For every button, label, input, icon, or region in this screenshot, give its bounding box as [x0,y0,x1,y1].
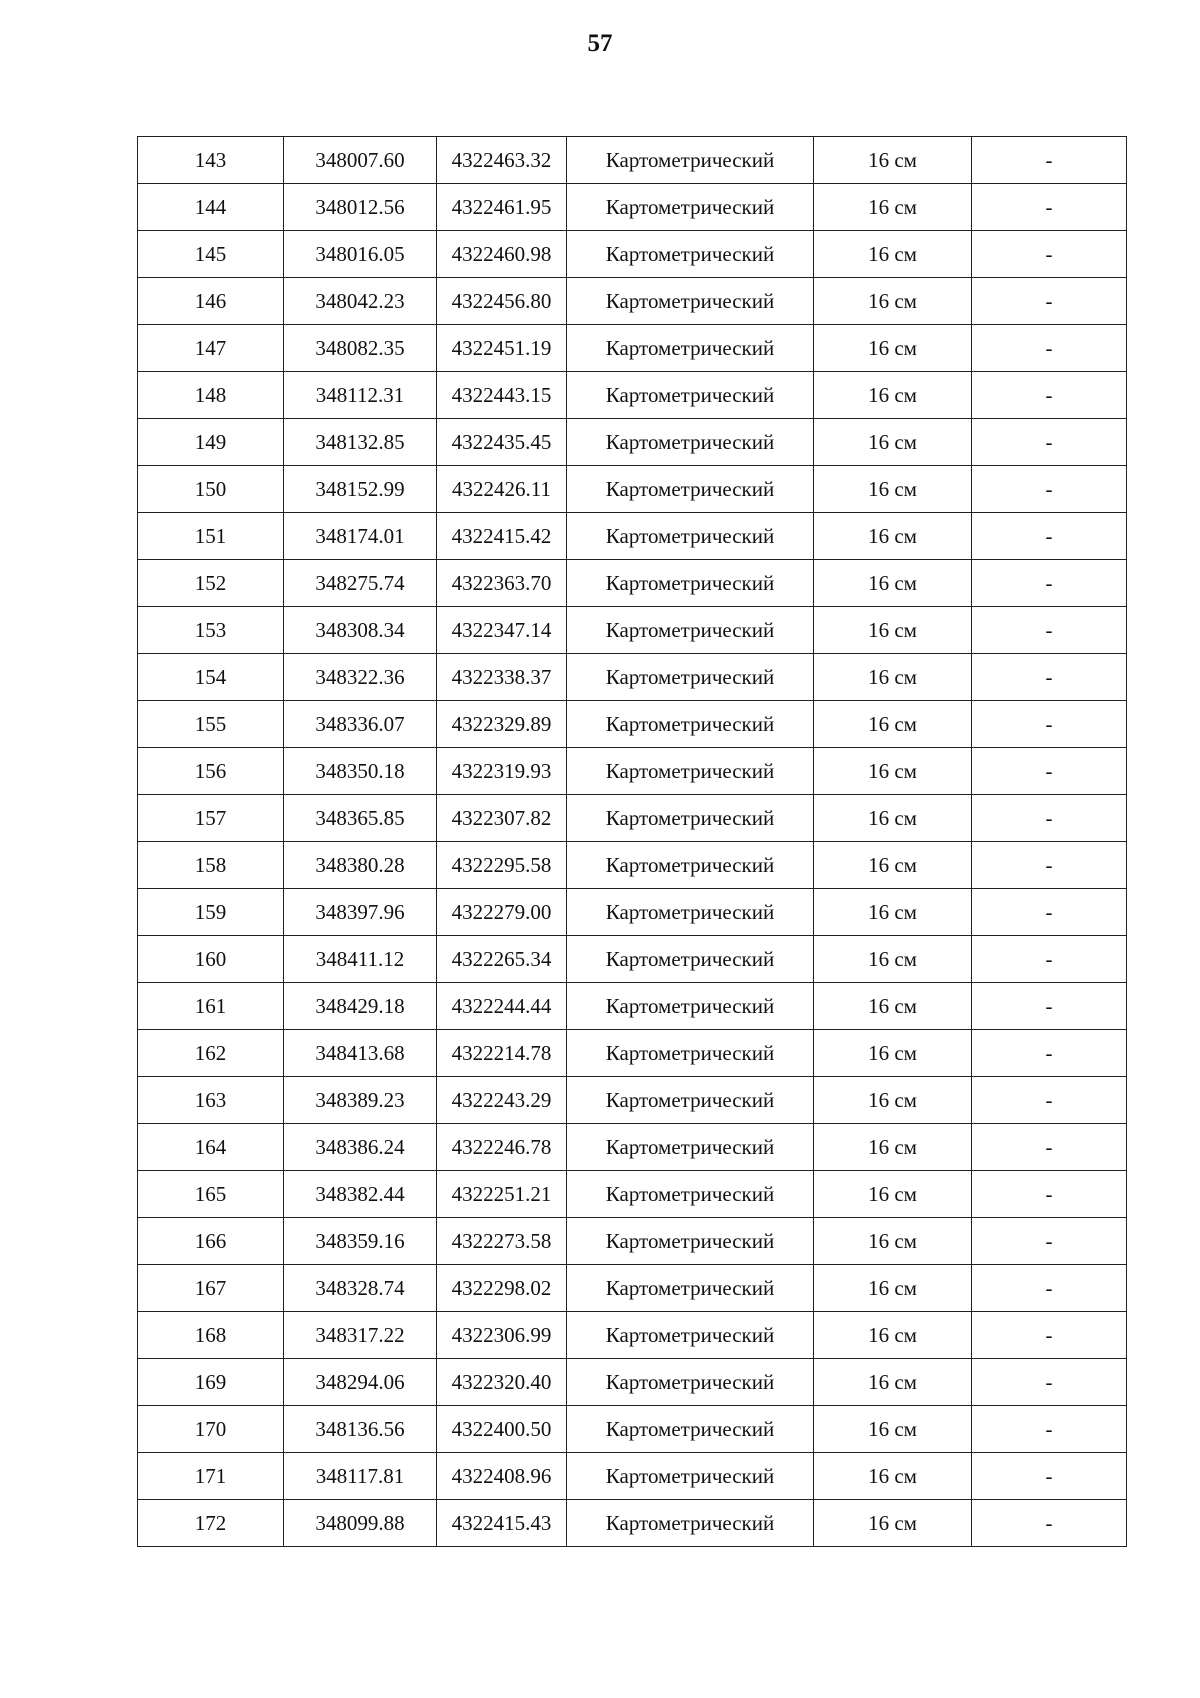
method-cell: Картометрический [567,419,814,466]
method-cell: Картометрический [567,1359,814,1406]
y-coordinate-cell: 4322306.99 [437,1312,567,1359]
method-cell: Картометрический [567,1312,814,1359]
accuracy-cell: 16 см [814,1312,972,1359]
y-coordinate-cell: 4322463.32 [437,137,567,184]
method-cell: Картометрический [567,1124,814,1171]
table-row [138,748,1127,795]
accuracy-cell: 16 см [814,983,972,1030]
x-coordinate-cell: 348350.18 [284,748,437,795]
point-number-cell: 164 [138,1124,284,1171]
point-number-cell: 147 [138,325,284,372]
y-coordinate-cell: 4322338.37 [437,654,567,701]
note-cell: - [972,1030,1127,1077]
note-cell: - [972,1312,1127,1359]
method-cell: Картометрический [567,560,814,607]
point-number-cell: 151 [138,513,284,560]
method-cell: Картометрический [567,513,814,560]
accuracy-cell: 16 см [814,1030,972,1077]
note-cell: - [972,325,1127,372]
x-coordinate-cell: 348413.68 [284,1030,437,1077]
accuracy-cell: 16 см [814,748,972,795]
method-cell: Картометрический [567,654,814,701]
accuracy-cell: 16 см [814,137,972,184]
method-cell: Картометрический [567,325,814,372]
table-row [138,419,1127,466]
table-row [138,560,1127,607]
y-coordinate-cell: 4322273.58 [437,1218,567,1265]
accuracy-cell: 16 см [814,936,972,983]
note-cell: - [972,983,1127,1030]
y-coordinate-cell: 4322435.45 [437,419,567,466]
point-number-cell: 153 [138,607,284,654]
point-number-cell: 167 [138,1265,284,1312]
accuracy-cell: 16 см [814,1218,972,1265]
method-cell: Картометрический [567,1453,814,1500]
accuracy-cell: 16 см [814,1453,972,1500]
point-number-cell: 169 [138,1359,284,1406]
y-coordinate-cell: 4322461.95 [437,184,567,231]
accuracy-cell: 16 см [814,231,972,278]
accuracy-cell: 16 см [814,1171,972,1218]
y-coordinate-cell: 4322279.00 [437,889,567,936]
point-number-cell: 154 [138,654,284,701]
x-coordinate-cell: 348429.18 [284,983,437,1030]
table-row [138,842,1127,889]
point-number-cell: 159 [138,889,284,936]
note-cell: - [972,419,1127,466]
x-coordinate-cell: 348294.06 [284,1359,437,1406]
x-coordinate-cell: 348132.85 [284,419,437,466]
accuracy-cell: 16 см [814,1359,972,1406]
point-number-cell: 171 [138,1453,284,1500]
y-coordinate-cell: 4322243.29 [437,1077,567,1124]
accuracy-cell: 16 см [814,1124,972,1171]
note-cell: - [972,654,1127,701]
accuracy-cell: 16 см [814,560,972,607]
table-row [138,1359,1127,1406]
x-coordinate-cell: 348117.81 [284,1453,437,1500]
point-number-cell: 172 [138,1500,284,1547]
point-number-cell: 152 [138,560,284,607]
y-coordinate-cell: 4322443.15 [437,372,567,419]
method-cell: Картометрический [567,936,814,983]
x-coordinate-cell: 348397.96 [284,889,437,936]
table-row [138,325,1127,372]
accuracy-cell: 16 см [814,1406,972,1453]
point-number-cell: 165 [138,1171,284,1218]
point-number-cell: 148 [138,372,284,419]
y-coordinate-cell: 4322244.44 [437,983,567,1030]
table-row [138,936,1127,983]
note-cell: - [972,1171,1127,1218]
method-cell: Картометрический [567,1077,814,1124]
method-cell: Картометрический [567,1406,814,1453]
method-cell: Картометрический [567,184,814,231]
y-coordinate-cell: 4322307.82 [437,795,567,842]
note-cell: - [972,1359,1127,1406]
method-cell: Картометрический [567,372,814,419]
note-cell: - [972,1500,1127,1547]
method-cell: Картометрический [567,701,814,748]
x-coordinate-cell: 348152.99 [284,466,437,513]
x-coordinate-cell: 348275.74 [284,560,437,607]
point-number-cell: 163 [138,1077,284,1124]
accuracy-cell: 16 см [814,513,972,560]
x-coordinate-cell: 348136.56 [284,1406,437,1453]
accuracy-cell: 16 см [814,184,972,231]
accuracy-cell: 16 см [814,842,972,889]
page-number: 57 [587,30,613,57]
x-coordinate-cell: 348380.28 [284,842,437,889]
x-coordinate-cell: 348386.24 [284,1124,437,1171]
y-coordinate-cell: 4322295.58 [437,842,567,889]
method-cell: Картометрический [567,983,814,1030]
note-cell: - [972,936,1127,983]
note-cell: - [972,842,1127,889]
note-cell: - [972,137,1127,184]
method-cell: Картометрический [567,795,814,842]
point-number-cell: 145 [138,231,284,278]
note-cell: - [972,466,1127,513]
x-coordinate-cell: 348308.34 [284,607,437,654]
accuracy-cell: 16 см [814,419,972,466]
accuracy-cell: 16 см [814,701,972,748]
point-number-cell: 170 [138,1406,284,1453]
point-number-cell: 149 [138,419,284,466]
note-cell: - [972,1124,1127,1171]
y-coordinate-cell: 4322298.02 [437,1265,567,1312]
note-cell: - [972,560,1127,607]
y-coordinate-cell: 4322329.89 [437,701,567,748]
note-cell: - [972,1406,1127,1453]
method-cell: Картометрический [567,278,814,325]
accuracy-cell: 16 см [814,278,972,325]
point-number-cell: 150 [138,466,284,513]
x-coordinate-cell: 348082.35 [284,325,437,372]
method-cell: Картометрический [567,1265,814,1312]
note-cell: - [972,278,1127,325]
table-row [138,1218,1127,1265]
note-cell: - [972,231,1127,278]
x-coordinate-cell: 348382.44 [284,1171,437,1218]
method-cell: Картометрический [567,889,814,936]
note-cell: - [972,889,1127,936]
point-number-cell: 144 [138,184,284,231]
x-coordinate-cell: 348336.07 [284,701,437,748]
point-number-cell: 160 [138,936,284,983]
method-cell: Картометрический [567,607,814,654]
y-coordinate-cell: 4322408.96 [437,1453,567,1500]
x-coordinate-cell: 348099.88 [284,1500,437,1547]
coordinates-table-body [138,137,1127,1547]
y-coordinate-cell: 4322400.50 [437,1406,567,1453]
table-row [138,607,1127,654]
accuracy-cell: 16 см [814,795,972,842]
note-cell: - [972,701,1127,748]
x-coordinate-cell: 348365.85 [284,795,437,842]
note-cell: - [972,1265,1127,1312]
y-coordinate-cell: 4322347.14 [437,607,567,654]
accuracy-cell: 16 см [814,1077,972,1124]
accuracy-cell: 16 см [814,654,972,701]
table-row [138,372,1127,419]
y-coordinate-cell: 4322363.70 [437,560,567,607]
x-coordinate-cell: 348016.05 [284,231,437,278]
point-number-cell: 143 [138,137,284,184]
x-coordinate-cell: 348174.01 [284,513,437,560]
point-number-cell: 166 [138,1218,284,1265]
method-cell: Картометрический [567,466,814,513]
y-coordinate-cell: 4322456.80 [437,278,567,325]
y-coordinate-cell: 4322265.34 [437,936,567,983]
table-row [138,466,1127,513]
x-coordinate-cell: 348317.22 [284,1312,437,1359]
point-number-cell: 157 [138,795,284,842]
method-cell: Картометрический [567,1500,814,1547]
y-coordinate-cell: 4322426.11 [437,466,567,513]
x-coordinate-cell: 348322.36 [284,654,437,701]
y-coordinate-cell: 4322246.78 [437,1124,567,1171]
table-row [138,1124,1127,1171]
y-coordinate-cell: 4322214.78 [437,1030,567,1077]
method-cell: Картометрический [567,137,814,184]
x-coordinate-cell: 348112.31 [284,372,437,419]
x-coordinate-cell: 348411.12 [284,936,437,983]
y-coordinate-cell: 4322320.40 [437,1359,567,1406]
x-coordinate-cell: 348007.60 [284,137,437,184]
x-coordinate-cell: 348328.74 [284,1265,437,1312]
y-coordinate-cell: 4322319.93 [437,748,567,795]
accuracy-cell: 16 см [814,607,972,654]
y-coordinate-cell: 4322451.19 [437,325,567,372]
method-cell: Картометрический [567,1218,814,1265]
table-row [138,1312,1127,1359]
x-coordinate-cell: 348359.16 [284,1218,437,1265]
table-row [138,1453,1127,1500]
table-row [138,1406,1127,1453]
note-cell: - [972,748,1127,795]
x-coordinate-cell: 348389.23 [284,1077,437,1124]
table-row [138,983,1127,1030]
accuracy-cell: 16 см [814,466,972,513]
point-number-cell: 168 [138,1312,284,1359]
table-row [138,231,1127,278]
note-cell: - [972,1218,1127,1265]
accuracy-cell: 16 см [814,325,972,372]
point-number-cell: 158 [138,842,284,889]
point-number-cell: 155 [138,701,284,748]
point-number-cell: 161 [138,983,284,1030]
point-number-cell: 156 [138,748,284,795]
table-row [138,1030,1127,1077]
note-cell: - [972,795,1127,842]
method-cell: Картометрический [567,842,814,889]
method-cell: Картометрический [567,748,814,795]
table-row [138,654,1127,701]
point-number-cell: 146 [138,278,284,325]
note-cell: - [972,513,1127,560]
table-row [138,1265,1127,1312]
accuracy-cell: 16 см [814,372,972,419]
method-cell: Картометрический [567,231,814,278]
accuracy-cell: 16 см [814,1265,972,1312]
note-cell: - [972,184,1127,231]
table-row [138,795,1127,842]
table-row [138,1171,1127,1218]
accuracy-cell: 16 см [814,1500,972,1547]
table-row [138,513,1127,560]
table-row [138,1500,1127,1547]
table-row [138,889,1127,936]
note-cell: - [972,607,1127,654]
accuracy-cell: 16 см [814,889,972,936]
x-coordinate-cell: 348012.56 [284,184,437,231]
note-cell: - [972,1077,1127,1124]
y-coordinate-cell: 4322415.43 [437,1500,567,1547]
note-cell: - [972,372,1127,419]
x-coordinate-cell: 348042.23 [284,278,437,325]
method-cell: Картометрический [567,1171,814,1218]
note-cell: - [972,1453,1127,1500]
table-row [138,137,1127,184]
point-number-cell: 162 [138,1030,284,1077]
y-coordinate-cell: 4322251.21 [437,1171,567,1218]
table-row [138,1077,1127,1124]
y-coordinate-cell: 4322460.98 [437,231,567,278]
coordinates-table [137,136,1127,1547]
table-row [138,184,1127,231]
table-row [138,278,1127,325]
method-cell: Картометрический [567,1030,814,1077]
y-coordinate-cell: 4322415.42 [437,513,567,560]
table-row [138,701,1127,748]
